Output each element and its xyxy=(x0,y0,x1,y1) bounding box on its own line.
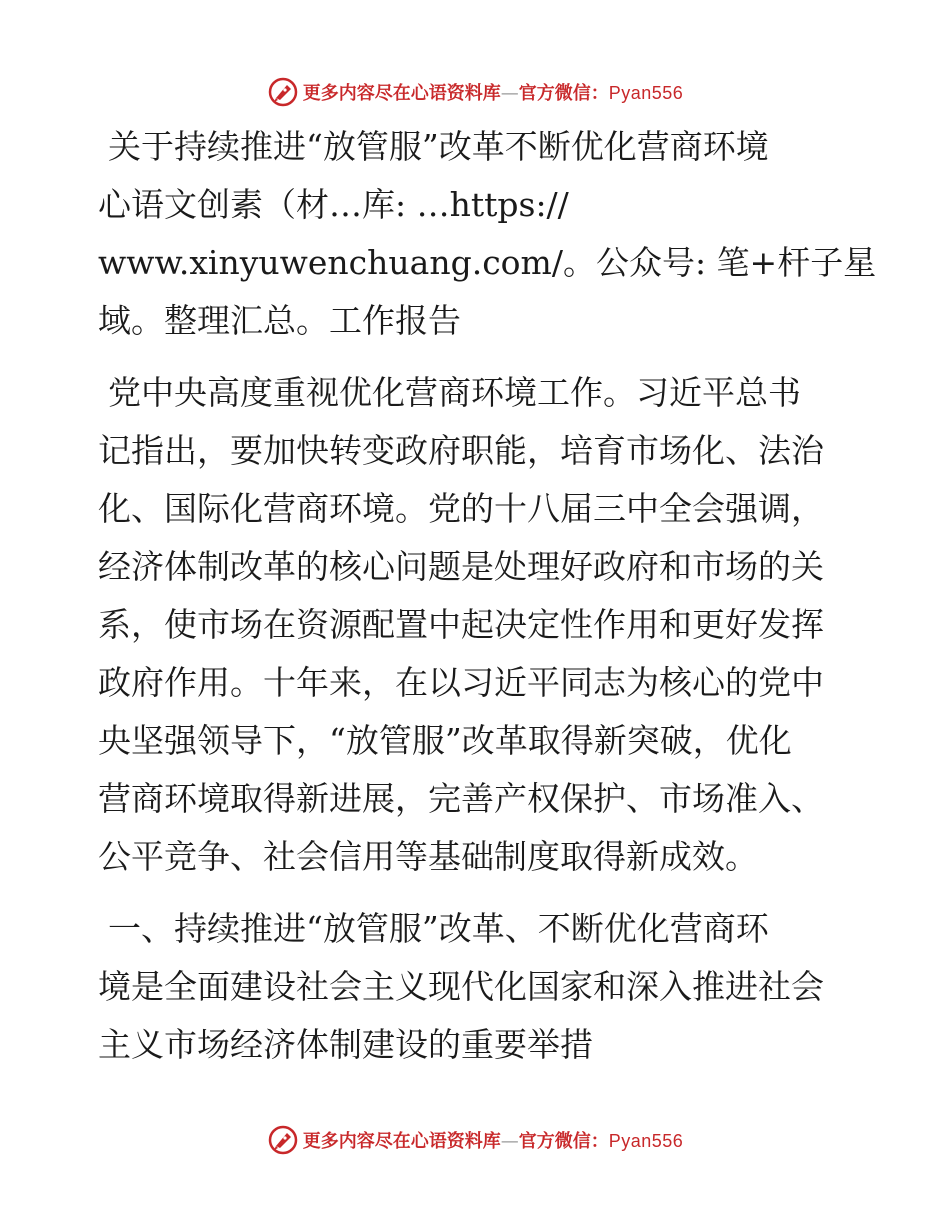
header-watermark-banner xyxy=(0,72,950,112)
title-line: 关于持续推进“放管服”改革不断优化营商环境 xyxy=(108,127,769,166)
title-line: www.xinyuwenchuang.com/。公众号: 笔+杆子星 xyxy=(98,243,877,282)
paragraph-line: 央坚强领导下，“放管服”改革取得新突破，优化 xyxy=(98,721,792,760)
heading-line: 一、持续推进“放管服”改革、不断优化营商环 xyxy=(108,909,769,948)
paragraph-line: 化、国际化营商环境。党的十八届三中全会强调， xyxy=(98,489,824,528)
watermark-text xyxy=(303,1127,684,1153)
watermark-separator: — xyxy=(500,1131,519,1152)
paragraph-line: 政府作用。十年来，在以习近平同志为核心的党中 xyxy=(98,663,824,702)
section-heading xyxy=(98,900,858,1074)
pen-nib-logo-icon xyxy=(267,1124,299,1156)
paragraph-line: 系，使市场在资源配置中起决定性作用和更好发挥 xyxy=(98,605,824,644)
footer-watermark-banner xyxy=(0,1120,950,1160)
watermark-handle: Pyan556 xyxy=(608,83,684,103)
watermark-main: 更多内容尽在心语资料库 xyxy=(302,1131,501,1152)
paragraph-line: 经济体制改革的核心问题是处理好政府和市场的关 xyxy=(98,547,824,586)
watermark-handle: Pyan556 xyxy=(608,1131,684,1151)
paragraph-line: 记指出，要加快转变政府职能，培育市场化、法治 xyxy=(98,431,824,470)
paragraph-line: 党中央高度重视优化营商环境工作。习近平总书 xyxy=(108,373,801,412)
watermark-text xyxy=(303,79,684,105)
intro-paragraph xyxy=(98,364,858,886)
watermark-main: 更多内容尽在心语资料库 xyxy=(302,83,501,104)
document-body xyxy=(98,118,877,1074)
pen-nib-logo-icon xyxy=(267,76,299,108)
heading-line: 主义市场经济体制建设的重要举措 xyxy=(98,1025,593,1064)
heading-line: 境是全面建设社会主义现代化国家和深入推进社会 xyxy=(98,967,824,1006)
watermark-separator: — xyxy=(500,83,519,104)
watermark-wechat-label: 官方微信： xyxy=(518,1131,609,1152)
paragraph-line: 公平竞争、社会信用等基础制度取得新成效。 xyxy=(98,837,758,876)
title-line: 心语文创素（材…库: …https:// xyxy=(98,185,569,224)
document-title xyxy=(98,118,877,350)
paragraph-line: 营商环境取得新进展，完善产权保护、市场准入、 xyxy=(98,779,824,818)
title-line: 域。整理汇总。工作报告 xyxy=(98,301,461,340)
watermark-wechat-label: 官方微信： xyxy=(518,83,609,104)
